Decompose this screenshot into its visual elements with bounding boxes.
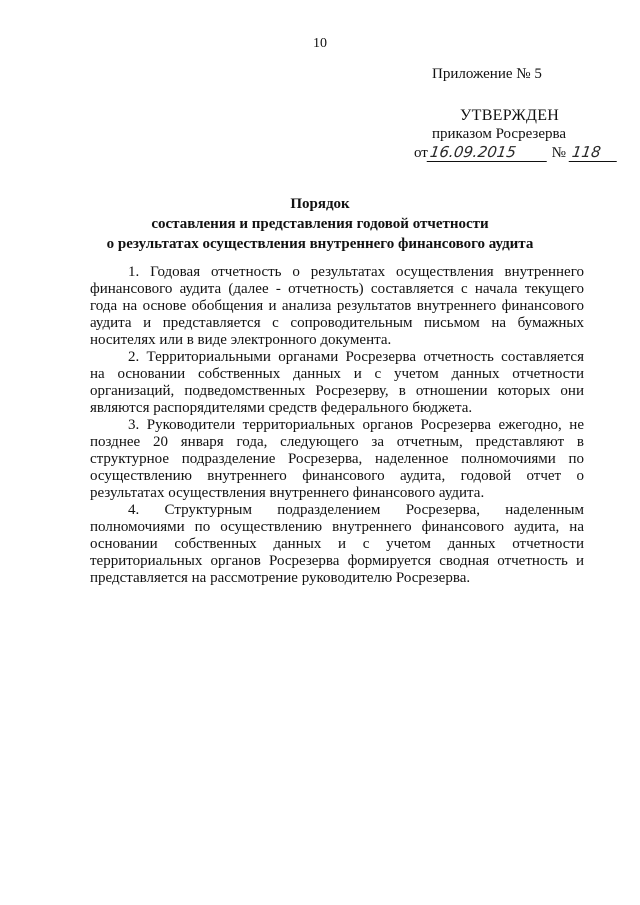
title-line-3: о результатах осуществления внутреннего финансового аудита — [106, 236, 534, 252]
paragraph-4: 4. Структурным подразделением Росрезерва, наделенным полномочиями по осуществлению внутреннего финансового аудита, на основании собственных данных и с учетом данных отчетности территориальных органов Росрезерва формируется сводная отчетность и представляется на рассмотрение руководителю Росрезерва. — [90, 502, 584, 586]
document-body — [90, 264, 584, 587]
paragraph-2: 2. Территориальными органами Росрезерва отчетность составляется на основании собственных данных и с учетом данных отчетности организаций, подведомственных Росрезерву, в отношении которых они являются распорядителями средств федерального бюджета. — [90, 349, 584, 416]
page-number: 10 — [313, 36, 327, 51]
approved-label: УТВЕРЖДЕН — [460, 107, 560, 124]
handwritten-order-date: 16.09.2015 — [427, 143, 550, 162]
appendix-label: Приложение № 5 — [432, 66, 542, 82]
handwritten-order-number: 118 — [568, 143, 619, 162]
order-issuer: приказом Росрезерва — [432, 126, 567, 142]
paragraph-3: 3. Руководители территориальных органов Росрезерва ежегодно, не позднее 20 января года, следующего за отчетным, представляют в структурное подразделение Росрезерва, наделенное полномочиями по осуществлению внутреннего финансового аудита, годовой отчет о результатах осуществления внутреннего финансового аудита. — [90, 417, 584, 501]
number-prefix: № — [551, 145, 566, 161]
title-line-1: Порядок — [290, 196, 350, 212]
from-prefix: от — [414, 145, 428, 161]
paragraph-1: 1. Годовая отчетность о результатах осуществления внутреннего финансового аудита (далее - отчетность) составляется с начала текущего года на основе обобщения и анализа результатов внутреннего финансового аудита и представляется с сопроводительным письмом на бумажных носителях или в виде электронного документа. — [90, 264, 584, 348]
title-line-2: составления и представления годовой отчетности — [151, 216, 489, 232]
document-title — [0, 194, 640, 254]
order-date-number-line — [414, 143, 618, 162]
